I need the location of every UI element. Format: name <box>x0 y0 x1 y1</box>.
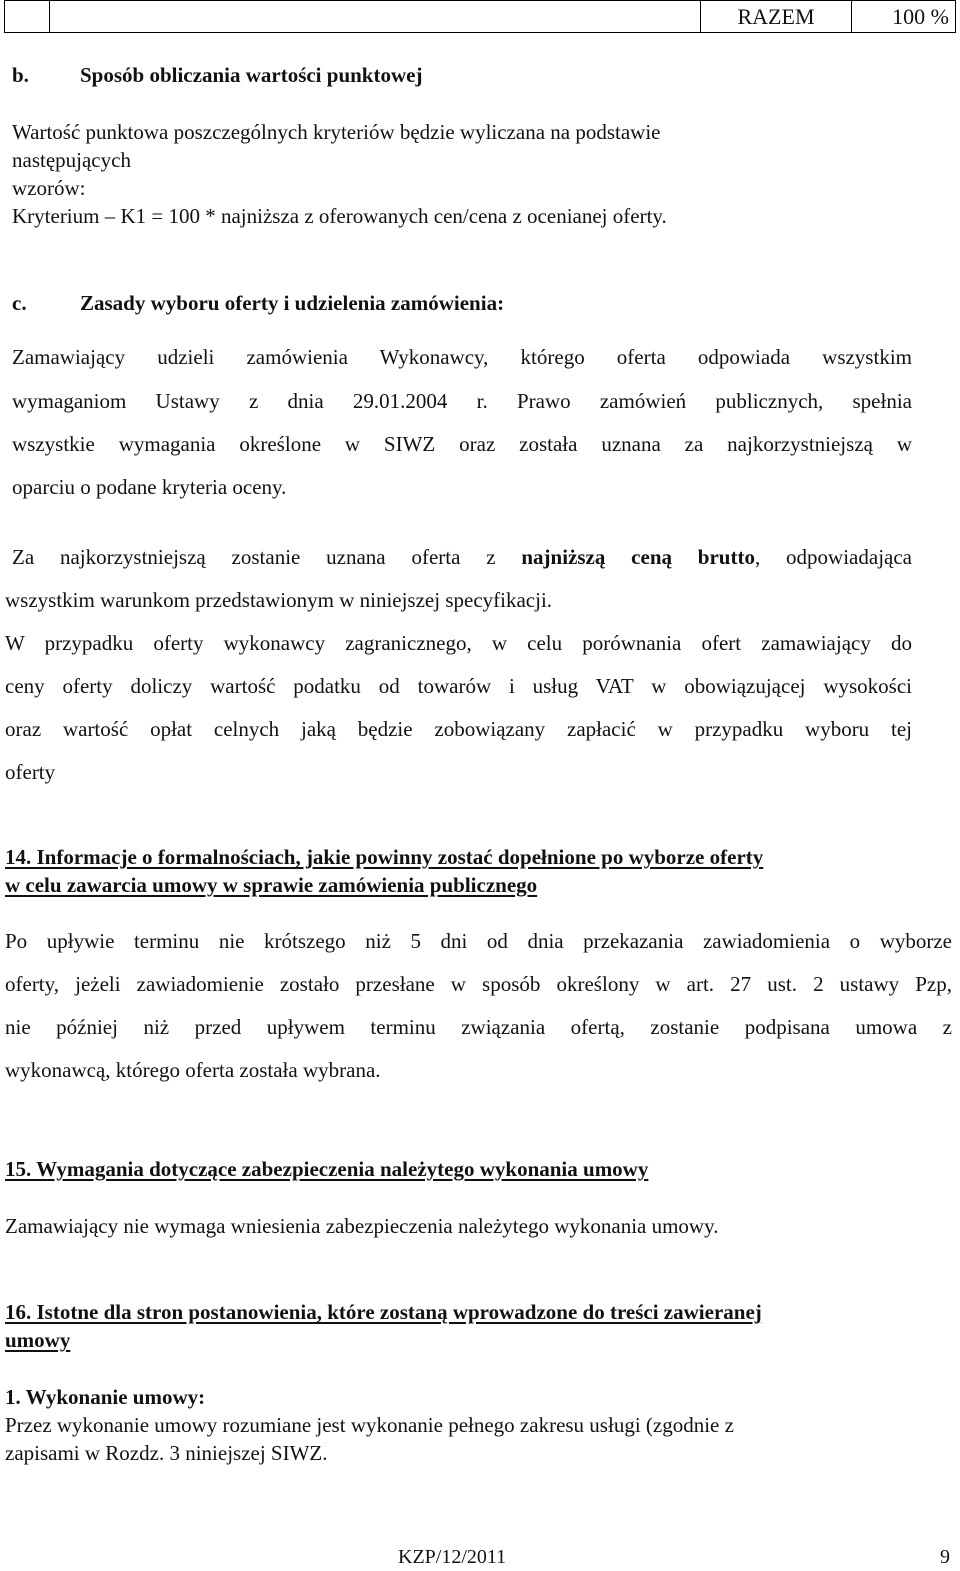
table-cell-empty <box>50 1 701 33</box>
section-c-label: c. <box>12 291 27 315</box>
section-b-line: następujących <box>12 148 131 172</box>
section-14-heading: 14. Informacje o formalnościach, jakie powinny zostać dopełnione po wyborze oferty <box>5 845 764 869</box>
foreign-offer-line: oferty <box>5 760 56 784</box>
section-16-heading: umowy <box>5 1328 71 1352</box>
section-16-heading: 16. Istotne dla stron postanowienia, które zostaną wprowadzone do treści zawieranej <box>5 1300 762 1324</box>
section-b-label: b. <box>12 63 29 87</box>
foreign-offer-line: oraz wartość opłat celnych jaką będzie zobowiązany zapłacić w przypadku wyboru tej <box>5 717 912 741</box>
lowest-price-line2: wszystkim warunkom przedstawionym w niniejszej specyfikacji. <box>5 588 553 612</box>
summary-table <box>4 0 956 33</box>
section-c-line: oparciu o podane kryteria oceny. <box>12 475 287 499</box>
foreign-offer-line: ceny oferty doliczy wartość podatku od towarów i usług VAT w obowiązującej wysokości <box>5 674 912 698</box>
section-c-title: Zasady wyboru oferty i udzielenia zamówienia: <box>80 291 505 315</box>
section-16-subheading: 1. Wykonanie umowy: <box>5 1385 206 1409</box>
section-14-line: oferty, jeżeli zawiadomienie zostało przesłane w sposób określony w art. 27 ust. 2 ustawy Pzp, <box>5 972 952 996</box>
section-b-line: wzorów: <box>12 176 86 200</box>
lowest-price-text: , odpowiadająca <box>754 545 912 569</box>
section-b-formula: Kryterium – K1 = 100 * najniższa z oferowanych cen/cena z ocenianej oferty. <box>12 204 667 228</box>
table-cell-empty <box>5 1 50 33</box>
section-15-heading: 15. Wymagania dotyczące zabezpieczenia należytego wykonania umowy <box>5 1157 649 1181</box>
table-cell-razem: RAZEM <box>701 1 852 33</box>
section-c-line: wszystkie wymagania określone w SIWZ oraz została uznana za najkorzystniejszą w <box>12 432 912 456</box>
section-c-line: Zamawiający udzieli zamówienia Wykonawcy, którego oferta odpowiada wszystkim <box>12 345 912 369</box>
section-14-line: Po upływie terminu nie krótszego niż 5 dni od dnia przekazania zawiadomienia o wyborze <box>5 929 952 953</box>
footer-doc-id: KZP/12/2011 <box>398 1546 507 1568</box>
section-16-line: zapisami w Rozdz. 3 niniejszej SIWZ. <box>5 1441 328 1465</box>
section-15-text: Zamawiający nie wymaga wniesienia zabezpieczenia należytego wykonania umowy. <box>5 1214 719 1238</box>
lowest-price-text: Za najkorzystniejszą zostanie uznana oferta z <box>12 545 522 569</box>
section-14-line: nie później niż przed upływem terminu związania ofertą, zostanie podpisana umowa z <box>5 1015 952 1039</box>
section-b-line: Wartość punktowa poszczególnych kryteriów będzie wyliczana na podstawie <box>12 120 661 144</box>
footer-page-number: 9 <box>940 1546 950 1568</box>
table-cell-percent: 100 % <box>852 1 956 33</box>
lowest-price-paragraph <box>12 545 912 570</box>
section-b-title: Sposób obliczania wartości punktowej <box>80 63 423 87</box>
section-14-line: wykonawcą, którego oferta została wybrana. <box>5 1058 381 1082</box>
lowest-price-bold: najniższą ceną brutto <box>521 545 755 569</box>
section-14-heading: w celu zawarcia umowy w sprawie zamówienia publicznego <box>5 873 538 897</box>
foreign-offer-line: W przypadku oferty wykonawcy zagranicznego, w celu porównania ofert zamawiający do <box>5 631 912 655</box>
section-16-line: Przez wykonanie umowy rozumiane jest wykonanie pełnego zakresu usługi (zgodnie z <box>5 1413 734 1437</box>
section-c-line: wymaganiom Ustawy z dnia 29.01.2004 r. Prawo zamówień publicznych, spełnia <box>12 389 912 413</box>
